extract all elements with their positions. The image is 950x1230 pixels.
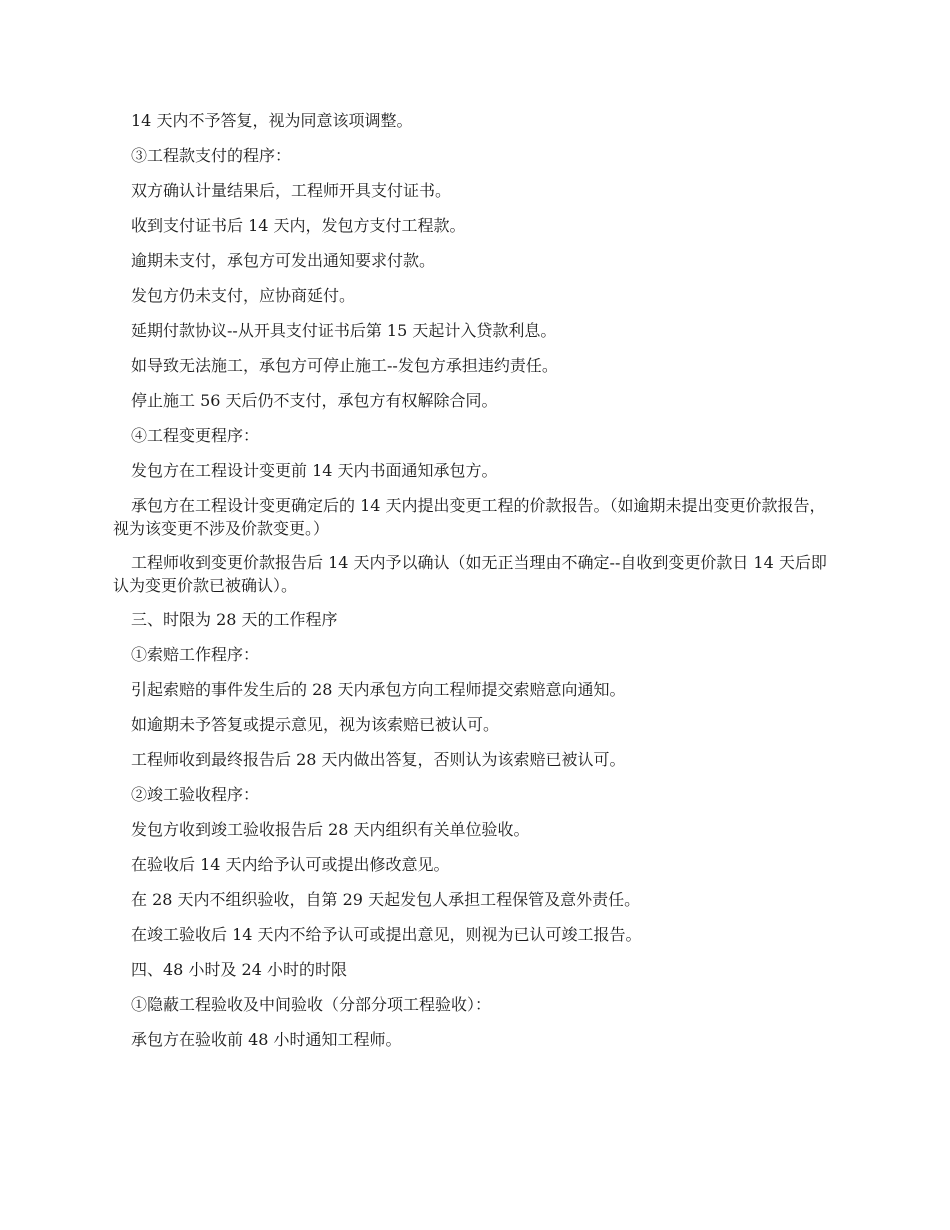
paragraph: 停止施工 56 天后仍不支付，承包方有权解除合同。 xyxy=(131,391,498,410)
paragraph: 承包方在验收前 48 小时通知工程师。 xyxy=(131,1030,402,1049)
paragraph: 工程师收到最终报告后 28 天内做出答复，否则认为该索赔已被认可。 xyxy=(131,750,626,769)
paragraph: 在 28 天内不组织验收，自第 29 天起发包人承担工程保管及意外责任。 xyxy=(131,890,641,909)
section-heading: ③工程款支付的程序： xyxy=(131,146,292,165)
chapter-heading: 三、时限为 28 天的工作程序 xyxy=(131,610,338,629)
chapter-heading: 四、48 小时及 24 小时的时限 xyxy=(131,960,347,979)
section-heading: ①隐蔽工程验收及中间验收（分部分项工程验收）： xyxy=(131,995,492,1014)
section-heading: ①索赔工作程序： xyxy=(131,645,260,664)
document-body xyxy=(113,109,833,1063)
paragraph: 如逾期未予答复或提示意见，视为该索赔已被认可。 xyxy=(131,715,500,734)
paragraph: 引起索赔的事件发生后的 28 天内承包方向工程师提交索赔意向通知。 xyxy=(131,680,626,699)
paragraph: 工程师收到变更价款报告后 14 天内予以确认（如无正当理由不确定--自收到变更价款日 14 天后即认为变更价款已被确认）。 xyxy=(113,553,827,595)
paragraph: 在竣工验收后 14 天内不给予认可或提出意见，则视为已认可竣工报告。 xyxy=(131,925,642,944)
paragraph: 承包方在工程设计变更确定后的 14 天内提出变更工程的价款报告。（如逾期未提出变更价款报告，视为该变更不涉及价款变更。） xyxy=(113,496,826,538)
section-heading: ④工程变更程序： xyxy=(131,426,260,445)
paragraph: 延期付款协议--从开具支付证书后第 15 天起计入贷款利息。 xyxy=(131,321,557,340)
paragraph: 发包方在工程设计变更前 14 天内书面通知承包方。 xyxy=(131,461,498,480)
paragraph: 双方确认计量结果后，工程师开具支付证书。 xyxy=(131,181,452,200)
paragraph: 收到支付证书后 14 天内，发包方支付工程款。 xyxy=(131,216,466,235)
paragraph: 在验收后 14 天内给予认可或提出修改意见。 xyxy=(131,855,450,874)
paragraph: 发包方仍未支付，应协商延付。 xyxy=(131,286,356,305)
paragraph: 逾期未支付，承包方可发出通知要求付款。 xyxy=(131,251,436,270)
paragraph: 发包方收到竣工验收报告后 28 天内组织有关单位验收。 xyxy=(131,820,530,839)
paragraph: 14 天内不予答复，视为同意该项调整。 xyxy=(131,111,413,130)
section-heading: ②竣工验收程序： xyxy=(131,785,260,804)
paragraph: 如导致无法施工，承包方可停止施工--发包方承担违约责任。 xyxy=(131,356,558,375)
